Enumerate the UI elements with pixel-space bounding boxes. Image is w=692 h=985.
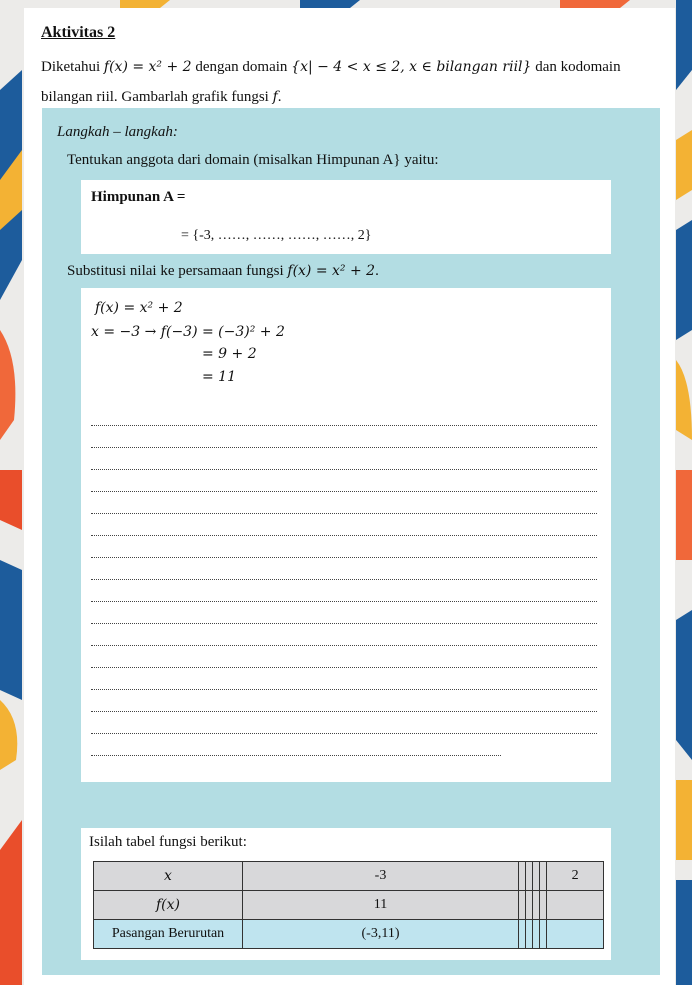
step-2-instruction [67,263,379,280]
intro-text-2: dengan domain [191,59,292,75]
row-header-pairs: Pasangan Berurutan [94,920,243,949]
table-row [94,920,604,949]
function-table [93,861,604,949]
calc-line-2: x = −3 → f(−3) = (−3)² + 2 [91,324,285,340]
table-row [94,891,604,920]
table-cell[interactable] [540,862,547,891]
step-2-text: Substitusi nilai ke persamaan fungsi [67,263,288,279]
table-cell[interactable] [533,862,540,891]
answer-line[interactable] [91,403,597,426]
table-cell[interactable] [519,862,526,891]
answer-line[interactable] [91,579,597,602]
table-cell[interactable] [540,891,547,920]
answer-line[interactable] [91,491,597,514]
activity-title: Aktivitas 2 [41,24,116,41]
answer-line[interactable] [91,733,501,756]
table-cell[interactable] [519,920,526,949]
answer-line[interactable] [91,689,597,712]
table-cell[interactable] [519,891,526,920]
set-value: = {-3, ……, ……, ……, ……, 2} [181,228,372,243]
table-cell[interactable] [526,862,533,891]
table-cell[interactable] [533,891,540,920]
table-cell[interactable] [540,920,547,949]
function-name: f [272,89,278,105]
answer-line[interactable] [91,469,597,492]
function-table-section [81,828,611,960]
table-cell[interactable] [547,920,604,949]
row-header-fx: f(x) [94,891,243,920]
table-cell[interactable]: (-3,11) [243,920,519,949]
problem-statement [41,52,671,112]
steps-panel [42,108,660,975]
answer-line[interactable] [91,667,597,690]
row-header-x: x [94,862,243,891]
table-row [94,862,604,891]
step-2-end: . [375,263,379,279]
answer-line[interactable] [91,623,597,646]
answer-line[interactable] [91,535,597,558]
calc-line-3: = 9 + 2 [202,346,257,362]
substitution-work-area[interactable] [81,288,611,782]
intro-text-3: dan kodomain bilangan riil. Gambarlah grafik fungsi [41,59,621,105]
worksheet-page [24,8,675,985]
answer-line[interactable] [91,645,597,668]
table-cell[interactable]: 2 [547,862,604,891]
answer-line[interactable] [91,447,597,470]
calc-line-1: f(x) = x² + 2 [95,300,183,316]
domain-set-box[interactable] [81,180,611,254]
table-cell[interactable] [547,891,604,920]
step-1-instruction: Tentukan anggota dari domain (misalkan Himpunan A} yaitu: [67,152,439,168]
domain-set: {x| − 4 < x ≤ 2, x ∈ bilangan riil} [291,59,532,75]
answer-line[interactable] [91,557,597,580]
answer-line[interactable] [91,601,597,624]
calc-line-4: = 11 [202,369,236,385]
answer-line[interactable] [91,711,597,734]
table-cell[interactable]: 11 [243,891,519,920]
table-cell[interactable] [526,920,533,949]
intro-text-4: . [277,89,282,105]
table-cell[interactable] [533,920,540,949]
table-instruction: Isilah tabel fungsi berikut: [89,834,247,850]
steps-heading: Langkah – langkah: [57,124,178,140]
answer-line[interactable] [91,513,597,536]
answer-line[interactable] [91,425,597,448]
table-cell[interactable] [526,891,533,920]
function-definition: f(x) = x² + 2 [103,59,192,75]
step-2-function: f(x) = x² + 2 [287,263,376,279]
table-cell[interactable]: -3 [243,862,519,891]
set-label: Himpunan A = [91,189,186,205]
intro-text-1: Diketahui [41,59,104,75]
